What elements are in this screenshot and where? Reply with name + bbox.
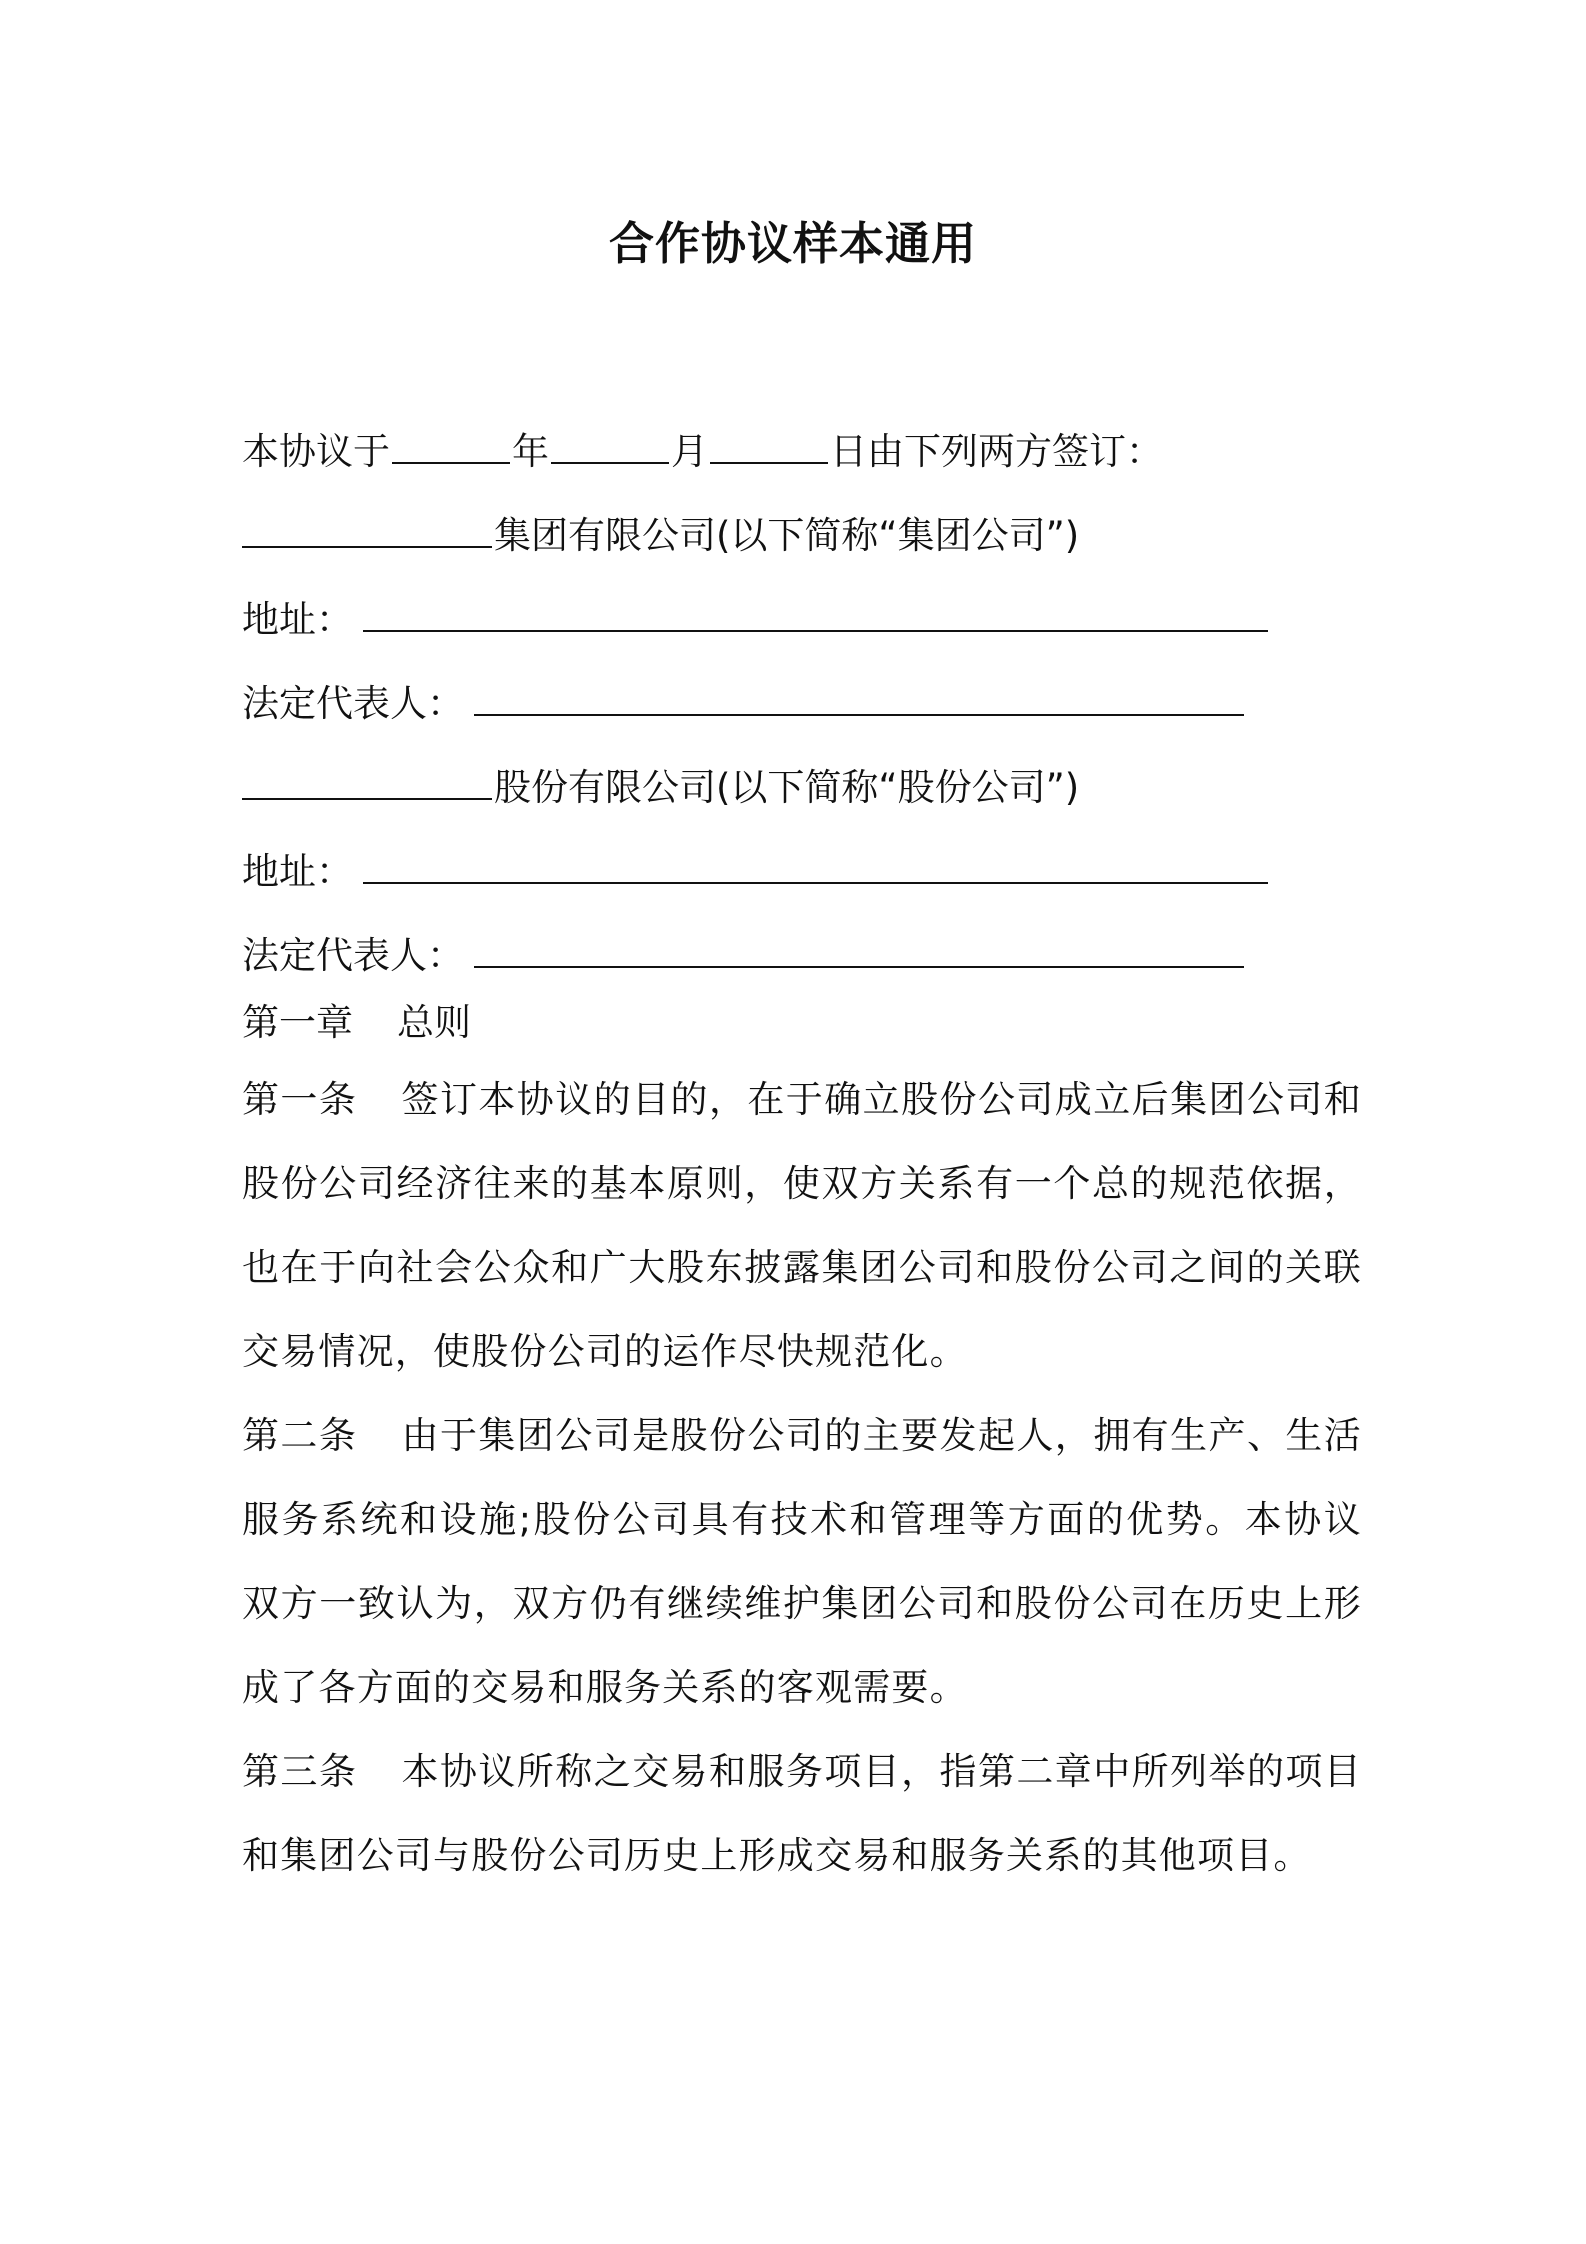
party-b-rep-label: 法定代表人： xyxy=(242,934,464,977)
article-number: 第三条 xyxy=(242,1750,358,1793)
month-blank xyxy=(551,432,669,464)
document-title: 合作协议样本通用 xyxy=(608,217,977,270)
article-number: 第二条 xyxy=(242,1414,358,1457)
article-1 xyxy=(242,1058,1362,1394)
article-2 xyxy=(242,1394,1362,1730)
party-a-name-blank xyxy=(242,516,492,548)
party-a-rep-label: 法定代表人： xyxy=(242,682,464,725)
date-suffix: 日由下列两方签订： xyxy=(830,430,1163,473)
party-b-rep-line xyxy=(242,914,1362,998)
chapter-title: 总则 xyxy=(397,1001,471,1044)
party-a-name-suffix: 集团有限公司(以下简称“集团公司”) xyxy=(494,514,1080,557)
party-b-address-label: 地址： xyxy=(242,850,353,893)
party-b-address-line xyxy=(242,830,1362,914)
party-b-name-suffix: 股份有限公司(以下简称“股份公司”) xyxy=(494,766,1080,809)
party-a-address-blank xyxy=(363,600,1268,632)
document-body xyxy=(242,410,1362,1898)
month-label: 月 xyxy=(671,430,708,473)
year-blank xyxy=(392,432,510,464)
date-prefix: 本协议于 xyxy=(242,430,390,473)
day-blank xyxy=(710,432,828,464)
article-text: 签订本协议的目的，在于确立股份公司成立后集团公司和股份公司经济往来的基本原则，使双方关系有一个总的规范依据，也在于向社会公众和广大股东披露集团公司和股份公司之间的关联交易情况，使股份公司的运作尽快规范化。 xyxy=(242,1078,1363,1373)
article-text: 由于集团公司是股份公司的主要发起人，拥有生产、生活服务系统和设施;股份公司具有技术和管理等方面的优势。本协议双方一致认为，双方仍有继续维护集团公司和股份公司在历史上形成了各方面的交易和服务关系的客观需要。 xyxy=(242,1414,1363,1709)
party-b-address-blank xyxy=(363,852,1268,884)
chapter-heading xyxy=(242,988,1362,1058)
party-b-name-blank xyxy=(242,768,492,800)
party-a-rep-line xyxy=(242,662,1362,746)
party-a-name-line xyxy=(242,494,1362,578)
party-b-name-line xyxy=(242,746,1362,830)
party-a-address-label: 地址： xyxy=(242,598,353,641)
article-text: 本协议所称之交易和服务项目，指第二章中所列举的项目和集团公司与股份公司历史上形成交易和服务关系的其他项目。 xyxy=(242,1750,1363,1877)
party-b-rep-blank xyxy=(474,936,1244,968)
party-a-address-line xyxy=(242,578,1362,662)
chapter-number: 第一章 xyxy=(242,1001,353,1044)
article-3 xyxy=(242,1730,1362,1898)
party-a-rep-blank xyxy=(474,684,1244,716)
article-number: 第一条 xyxy=(242,1078,358,1121)
signing-date-line xyxy=(242,410,1362,494)
year-label: 年 xyxy=(512,430,549,473)
